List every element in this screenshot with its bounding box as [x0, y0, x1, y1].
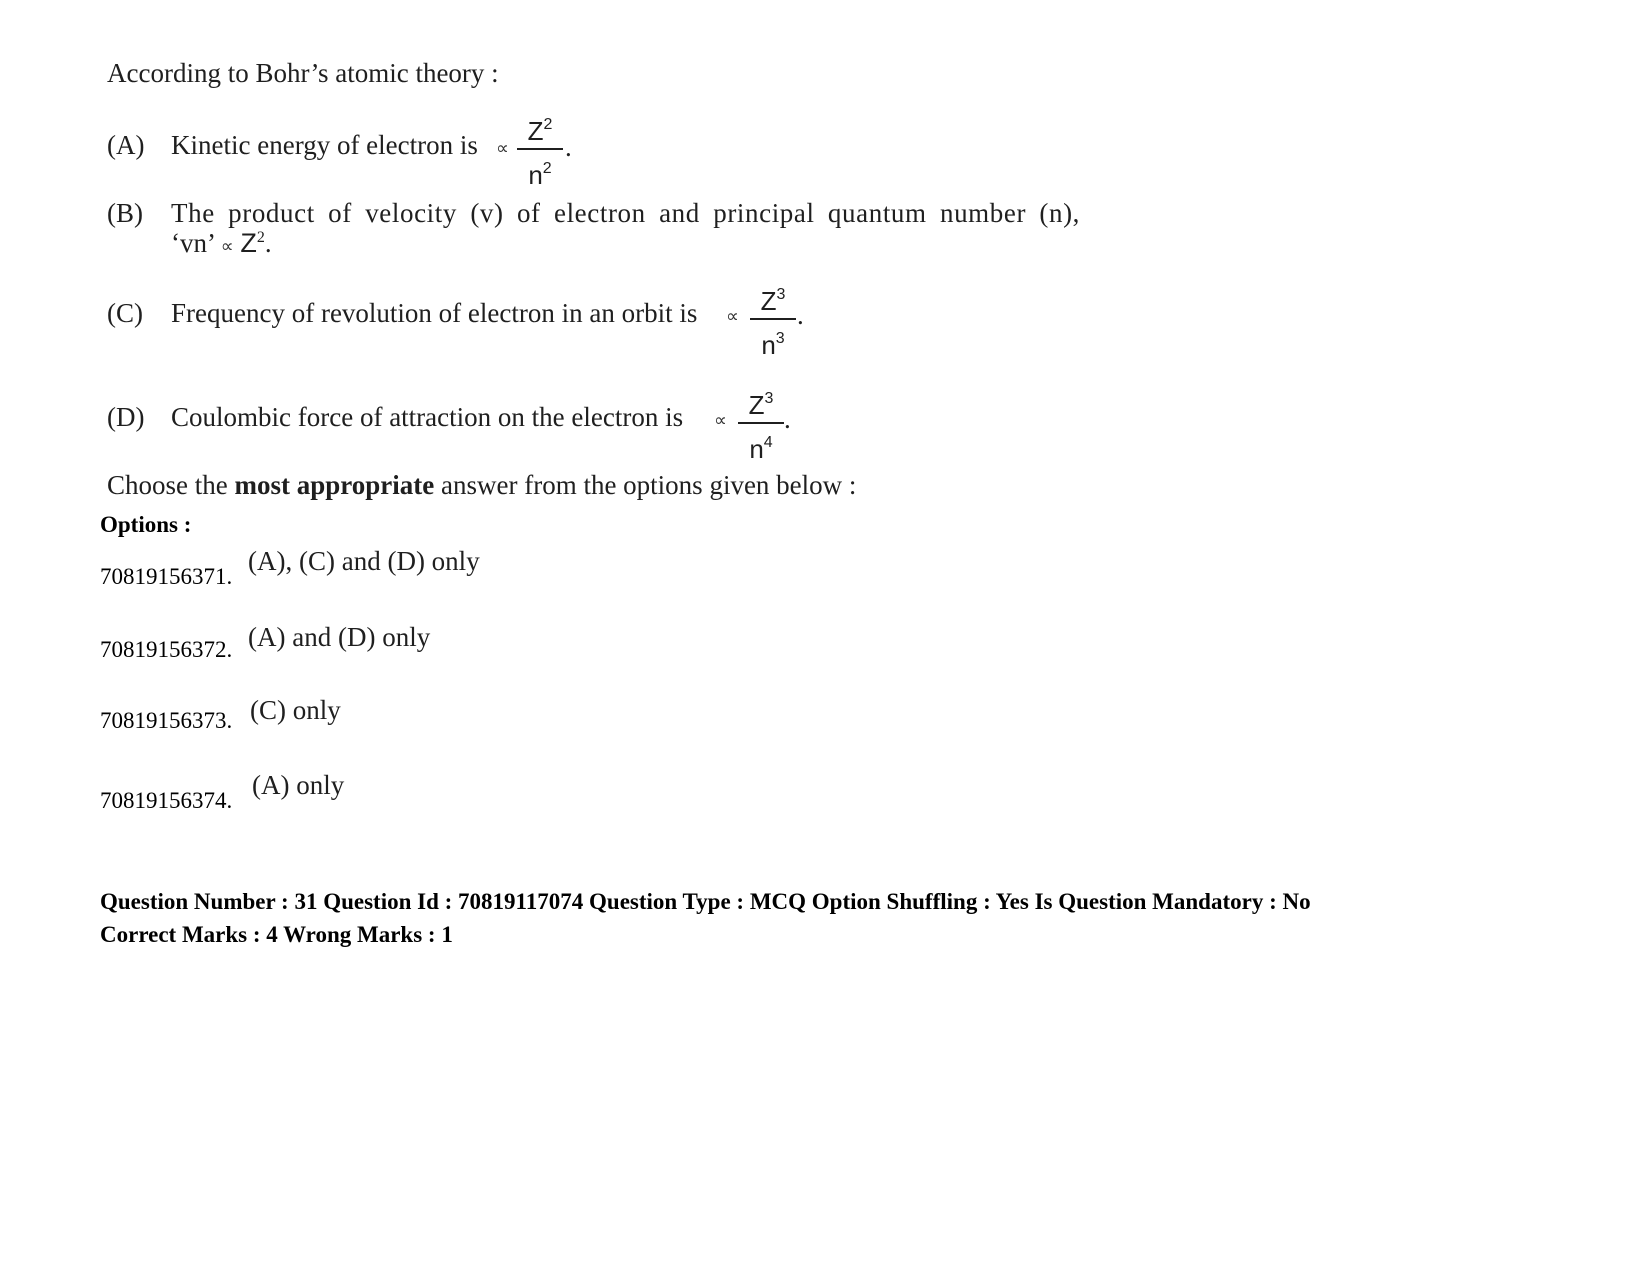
statement-c-fraction	[750, 280, 796, 360]
question-meta-line1: Question Number : 31 Question Id : 70819117074 Question Type : MCQ Option Shuffling : Yes Is Question Mandatory : No	[100, 889, 1311, 914]
statement-b-z-exp: 2	[256, 229, 265, 246]
statement-b-period: .	[264, 228, 272, 258]
statement-c-period: .	[797, 300, 804, 330]
statement-a-fraction	[517, 110, 563, 190]
statement-a-proportional-symbol: ∝	[496, 138, 509, 159]
statement-a-numerator: Z	[527, 116, 544, 146]
statement-b-z: Z	[240, 228, 257, 258]
choose-instruction	[107, 470, 856, 501]
option-id: 70819156374.	[100, 788, 233, 813]
choose-emphasis: most appropriate	[234, 470, 435, 500]
options-heading: Options :	[100, 512, 192, 537]
option-id: 70819156372.	[100, 637, 233, 662]
option-id: 70819156371.	[100, 564, 233, 589]
statement-a-numerator-exp: 2	[543, 116, 553, 133]
statement-a-period: .	[565, 132, 572, 162]
option-id: 70819156373.	[100, 708, 233, 733]
statement-b-line2	[171, 228, 272, 259]
statement-d-numerator-exp: 3	[764, 390, 774, 407]
statement-a-label: (A)	[107, 130, 145, 160]
statement-c-proportional-symbol: ∝	[726, 306, 739, 327]
statement-c-label: (C)	[107, 298, 143, 328]
statement-c-denominator: n	[761, 330, 776, 360]
statement-d-numerator: Z	[748, 390, 765, 420]
choose-suffix: answer from the options given below :	[441, 470, 857, 500]
statement-c-text: Frequency of revolution of electron in an orbit is	[171, 298, 698, 328]
statement-d-denominator-exp: 4	[763, 434, 773, 451]
question-meta-line2: Correct Marks : 4 Wrong Marks : 1	[100, 922, 453, 947]
option-text: (C) only	[250, 695, 341, 725]
statement-d-label: (D)	[107, 402, 145, 432]
statement-c-numerator-exp: 3	[776, 286, 786, 303]
option-text: (A) only	[252, 770, 345, 800]
statement-c-denominator-exp: 3	[775, 330, 785, 347]
statement-d-fraction	[738, 384, 784, 464]
statement-d-proportional-symbol: ∝	[714, 410, 727, 431]
statement-d-period: .	[784, 404, 791, 434]
statement-c-numerator: Z	[760, 286, 777, 316]
statement-b-vn: ‘vn’	[171, 228, 214, 258]
statement-d-denominator: n	[749, 434, 764, 464]
statement-b-label: (B)	[107, 198, 143, 228]
statement-a-denominator-exp: 2	[542, 160, 552, 177]
option-text: (A), (C) and (D) only	[248, 546, 480, 576]
statement-b-proportional-symbol: ∝	[220, 236, 234, 257]
statement-a-text: Kinetic energy of electron is	[171, 130, 478, 160]
statement-b-line1: The product of velocity (v) of electron and principal quantum number (n),	[171, 198, 1081, 228]
choose-prefix: Choose the	[107, 470, 228, 500]
question-intro: According to Bohr’s atomic theory :	[107, 58, 499, 88]
statement-d-text: Coulombic force of attraction on the electron is	[171, 402, 684, 432]
statement-a-denominator: n	[528, 160, 543, 190]
option-text: (A) and (D) only	[248, 622, 431, 652]
